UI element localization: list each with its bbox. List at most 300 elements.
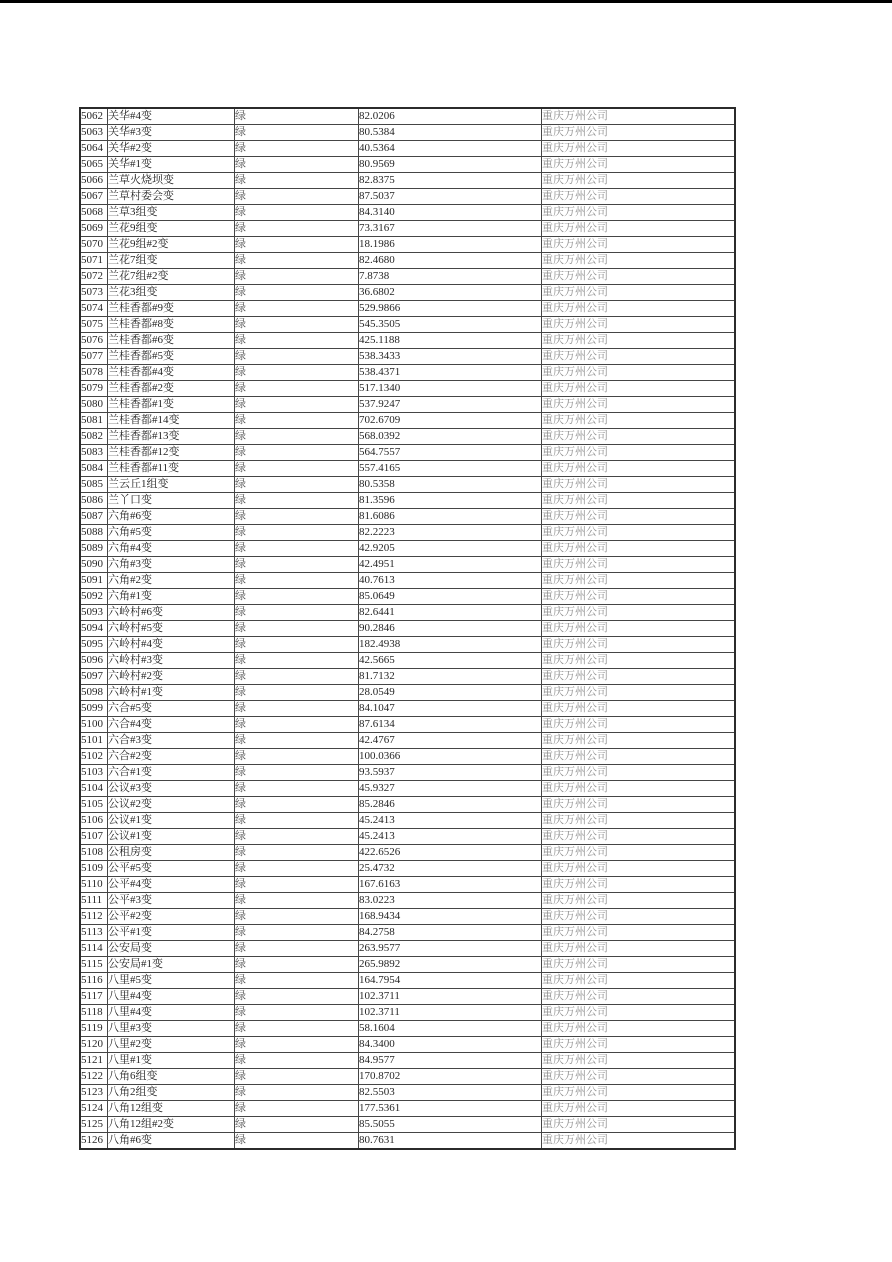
table-row [80,1053,735,1069]
cell-substation-name: 八里#1变 [108,1053,235,1069]
cell-value: 82.8375 [359,173,542,189]
table-row [80,653,735,669]
cell-company: 重庆万州公司 [542,525,736,541]
cell-company: 重庆万州公司 [542,1117,736,1133]
cell-value: 82.6441 [359,605,542,621]
cell-company: 重庆万州公司 [542,1021,736,1037]
cell-row-id: 5106 [80,813,108,829]
table-row [80,685,735,701]
cell-value: 42.9205 [359,541,542,557]
cell-value: 40.5364 [359,141,542,157]
cell-row-id: 5079 [80,381,108,397]
cell-substation-name: 六合#2变 [108,749,235,765]
cell-status: 绿 [235,797,359,813]
cell-company: 重庆万州公司 [542,1005,736,1021]
cell-value: 81.7132 [359,669,542,685]
table-row [80,333,735,349]
cell-substation-name: 六合#4变 [108,717,235,733]
cell-row-id: 5086 [80,493,108,509]
cell-status: 绿 [235,493,359,509]
cell-company: 重庆万州公司 [542,781,736,797]
cell-value: 170.8702 [359,1069,542,1085]
cell-company: 重庆万州公司 [542,957,736,973]
table-row [80,941,735,957]
cell-status: 绿 [235,541,359,557]
cell-row-id: 5083 [80,445,108,461]
cell-status: 绿 [235,1005,359,1021]
table-row [80,397,735,413]
table-row [80,317,735,333]
cell-substation-name: 公议#3变 [108,781,235,797]
cell-row-id: 5119 [80,1021,108,1037]
table-row [80,509,735,525]
cell-value: 100.0366 [359,749,542,765]
cell-status: 绿 [235,221,359,237]
cell-substation-name: 兰桂香都#13变 [108,429,235,445]
cell-status: 绿 [235,173,359,189]
cell-substation-name: 关华#2变 [108,141,235,157]
cell-company: 重庆万州公司 [542,141,736,157]
cell-company: 重庆万州公司 [542,765,736,781]
cell-status: 绿 [235,669,359,685]
cell-status: 绿 [235,685,359,701]
table-row [80,797,735,813]
cell-row-id: 5103 [80,765,108,781]
cell-substation-name: 六角#1变 [108,589,235,605]
cell-row-id: 5108 [80,845,108,861]
table-row [80,413,735,429]
cell-value: 102.3711 [359,989,542,1005]
cell-status: 绿 [235,861,359,877]
cell-company: 重庆万州公司 [542,1069,736,1085]
cell-status: 绿 [235,317,359,333]
cell-substation-name: 兰桂香都#11变 [108,461,235,477]
cell-substation-name: 六岭村#5变 [108,621,235,637]
cell-substation-name: 公平#4变 [108,877,235,893]
cell-value: 422.6526 [359,845,542,861]
cell-substation-name: 八里#3变 [108,1021,235,1037]
table-row [80,765,735,781]
cell-company: 重庆万州公司 [542,1133,736,1150]
table-row [80,909,735,925]
table-row [80,717,735,733]
cell-status: 绿 [235,333,359,349]
table-row [80,461,735,477]
cell-row-id: 5102 [80,749,108,765]
cell-value: 84.3400 [359,1037,542,1053]
cell-company: 重庆万州公司 [542,1085,736,1101]
cell-value: 80.5358 [359,477,542,493]
cell-substation-name: 关华#3变 [108,125,235,141]
cell-status: 绿 [235,653,359,669]
table-row [80,701,735,717]
table-row [80,189,735,205]
page-top-rule [0,0,892,3]
cell-status: 绿 [235,509,359,525]
table-row [80,541,735,557]
cell-substation-name: 兰花7组#2变 [108,269,235,285]
cell-row-id: 5088 [80,525,108,541]
cell-row-id: 5078 [80,365,108,381]
cell-substation-name: 兰花3组变 [108,285,235,301]
cell-substation-name: 六岭村#4变 [108,637,235,653]
table-row [80,157,735,173]
cell-row-id: 5094 [80,621,108,637]
cell-status: 绿 [235,477,359,493]
cell-status: 绿 [235,1021,359,1037]
cell-substation-name: 六角#6变 [108,509,235,525]
cell-row-id: 5114 [80,941,108,957]
cell-substation-name: 八里#5变 [108,973,235,989]
cell-status: 绿 [235,925,359,941]
cell-value: 164.7954 [359,973,542,989]
cell-company: 重庆万州公司 [542,429,736,445]
cell-company: 重庆万州公司 [542,717,736,733]
cell-value: 36.6802 [359,285,542,301]
cell-value: 93.5937 [359,765,542,781]
cell-value: 87.5037 [359,189,542,205]
cell-substation-name: 兰花9组#2变 [108,237,235,253]
cell-value: 82.4680 [359,253,542,269]
cell-value: 568.0392 [359,429,542,445]
cell-status: 绿 [235,461,359,477]
cell-substation-name: 八里#4变 [108,1005,235,1021]
cell-substation-name: 六合#5变 [108,701,235,717]
cell-company: 重庆万州公司 [542,893,736,909]
cell-row-id: 5089 [80,541,108,557]
table-row [80,957,735,973]
cell-company: 重庆万州公司 [542,205,736,221]
cell-substation-name: 八角#6变 [108,1133,235,1150]
table-row [80,1005,735,1021]
table-row [80,477,735,493]
cell-value: 84.1047 [359,701,542,717]
cell-value: 90.2846 [359,621,542,637]
cell-company: 重庆万州公司 [542,301,736,317]
cell-substation-name: 公议#1变 [108,813,235,829]
cell-value: 182.4938 [359,637,542,653]
cell-substation-name: 公平#5变 [108,861,235,877]
cell-row-id: 5081 [80,413,108,429]
cell-status: 绿 [235,973,359,989]
table-row [80,429,735,445]
cell-value: 538.3433 [359,349,542,365]
cell-value: 177.5361 [359,1101,542,1117]
cell-status: 绿 [235,621,359,637]
cell-company: 重庆万州公司 [542,461,736,477]
cell-company: 重庆万州公司 [542,1037,736,1053]
table-row [80,125,735,141]
cell-status: 绿 [235,957,359,973]
cell-substation-name: 兰桂香都#8变 [108,317,235,333]
cell-value: 7.8738 [359,269,542,285]
table-row [80,1069,735,1085]
cell-substation-name: 六角#2变 [108,573,235,589]
cell-substation-name: 八里#4变 [108,989,235,1005]
cell-status: 绿 [235,1085,359,1101]
cell-substation-name: 兰云丘1组变 [108,477,235,493]
table-row [80,445,735,461]
cell-status: 绿 [235,1037,359,1053]
cell-status: 绿 [235,413,359,429]
cell-row-id: 5069 [80,221,108,237]
table-row [80,1021,735,1037]
table-row [80,605,735,621]
cell-row-id: 5077 [80,349,108,365]
cell-company: 重庆万州公司 [542,1053,736,1069]
table-row [80,669,735,685]
cell-company: 重庆万州公司 [542,189,736,205]
cell-status: 绿 [235,573,359,589]
cell-company: 重庆万州公司 [542,541,736,557]
cell-value: 102.3711 [359,1005,542,1021]
cell-row-id: 5067 [80,189,108,205]
table-row [80,829,735,845]
table-row [80,781,735,797]
cell-value: 537.9247 [359,397,542,413]
cell-status: 绿 [235,301,359,317]
substation-table [79,107,736,1150]
table-row [80,589,735,605]
cell-status: 绿 [235,365,359,381]
table-row [80,365,735,381]
cell-row-id: 5112 [80,909,108,925]
cell-status: 绿 [235,813,359,829]
cell-value: 545.3505 [359,317,542,333]
cell-company: 重庆万州公司 [542,589,736,605]
cell-company: 重庆万州公司 [542,557,736,573]
cell-company: 重庆万州公司 [542,829,736,845]
cell-company: 重庆万州公司 [542,477,736,493]
cell-substation-name: 公议#1变 [108,829,235,845]
table-row [80,877,735,893]
cell-row-id: 5095 [80,637,108,653]
cell-company: 重庆万州公司 [542,125,736,141]
table-row [80,621,735,637]
cell-value: 28.0549 [359,685,542,701]
table-row [80,269,735,285]
cell-value: 25.4732 [359,861,542,877]
cell-row-id: 5115 [80,957,108,973]
table-row [80,973,735,989]
cell-substation-name: 兰桂香都#2变 [108,381,235,397]
cell-substation-name: 六岭村#6变 [108,605,235,621]
cell-substation-name: 公平#3变 [108,893,235,909]
cell-substation-name: 兰草火烧坝变 [108,173,235,189]
cell-row-id: 5124 [80,1101,108,1117]
cell-value: 18.1986 [359,237,542,253]
cell-row-id: 5111 [80,893,108,909]
cell-row-id: 5125 [80,1117,108,1133]
cell-company: 重庆万州公司 [542,413,736,429]
cell-row-id: 5122 [80,1069,108,1085]
cell-company: 重庆万州公司 [542,973,736,989]
cell-company: 重庆万州公司 [542,108,736,125]
cell-value: 85.5055 [359,1117,542,1133]
cell-row-id: 5090 [80,557,108,573]
cell-row-id: 5123 [80,1085,108,1101]
cell-row-id: 5116 [80,973,108,989]
cell-company: 重庆万州公司 [542,733,736,749]
cell-status: 绿 [235,157,359,173]
cell-row-id: 5110 [80,877,108,893]
cell-row-id: 5107 [80,829,108,845]
cell-row-id: 5064 [80,141,108,157]
cell-value: 529.9866 [359,301,542,317]
cell-company: 重庆万州公司 [542,381,736,397]
table-row [80,845,735,861]
cell-value: 58.1604 [359,1021,542,1037]
cell-status: 绿 [235,605,359,621]
cell-company: 重庆万州公司 [542,221,736,237]
table-row [80,108,735,125]
cell-substation-name: 兰桂香都#14变 [108,413,235,429]
cell-value: 84.9577 [359,1053,542,1069]
cell-value: 40.7613 [359,573,542,589]
table-row [80,893,735,909]
cell-value: 80.5384 [359,125,542,141]
cell-value: 45.2413 [359,813,542,829]
cell-status: 绿 [235,381,359,397]
cell-substation-name: 六角#4变 [108,541,235,557]
table-row [80,493,735,509]
cell-company: 重庆万州公司 [542,493,736,509]
cell-company: 重庆万州公司 [542,877,736,893]
cell-status: 绿 [235,765,359,781]
table-row [80,349,735,365]
cell-row-id: 5104 [80,781,108,797]
table-body [80,108,735,1149]
table-row [80,205,735,221]
cell-company: 重庆万州公司 [542,653,736,669]
cell-substation-name: 六岭村#2变 [108,669,235,685]
cell-status: 绿 [235,525,359,541]
cell-status: 绿 [235,397,359,413]
cell-value: 73.3167 [359,221,542,237]
cell-value: 557.4165 [359,461,542,477]
cell-company: 重庆万州公司 [542,269,736,285]
cell-company: 重庆万州公司 [542,861,736,877]
cell-substation-name: 兰花9组变 [108,221,235,237]
cell-company: 重庆万州公司 [542,797,736,813]
cell-status: 绿 [235,589,359,605]
cell-value: 265.9892 [359,957,542,973]
cell-company: 重庆万州公司 [542,285,736,301]
cell-row-id: 5118 [80,1005,108,1021]
cell-row-id: 5120 [80,1037,108,1053]
table-row [80,861,735,877]
cell-value: 81.6086 [359,509,542,525]
cell-value: 85.0649 [359,589,542,605]
cell-row-id: 5066 [80,173,108,189]
cell-substation-name: 八角12组变 [108,1101,235,1117]
cell-row-id: 5101 [80,733,108,749]
cell-status: 绿 [235,125,359,141]
cell-status: 绿 [235,717,359,733]
cell-value: 85.2846 [359,797,542,813]
cell-company: 重庆万州公司 [542,317,736,333]
cell-substation-name: 兰丫口变 [108,493,235,509]
cell-value: 538.4371 [359,365,542,381]
cell-status: 绿 [235,781,359,797]
cell-status: 绿 [235,893,359,909]
cell-value: 84.2758 [359,925,542,941]
cell-status: 绿 [235,237,359,253]
cell-value: 517.1340 [359,381,542,397]
cell-status: 绿 [235,189,359,205]
cell-status: 绿 [235,749,359,765]
cell-substation-name: 六岭村#1变 [108,685,235,701]
cell-status: 绿 [235,829,359,845]
cell-substation-name: 八角6组变 [108,1069,235,1085]
table-row [80,637,735,653]
cell-substation-name: 公平#1变 [108,925,235,941]
cell-substation-name: 八角12组#2变 [108,1117,235,1133]
table-row [80,1037,735,1053]
cell-substation-name: 公安局变 [108,941,235,957]
cell-company: 重庆万州公司 [542,621,736,637]
cell-company: 重庆万州公司 [542,573,736,589]
cell-substation-name: 公安局#1变 [108,957,235,973]
table-row [80,557,735,573]
cell-row-id: 5076 [80,333,108,349]
cell-status: 绿 [235,1117,359,1133]
cell-substation-name: 六岭村#3变 [108,653,235,669]
cell-status: 绿 [235,285,359,301]
cell-status: 绿 [235,445,359,461]
cell-substation-name: 关华#1变 [108,157,235,173]
cell-value: 42.5665 [359,653,542,669]
cell-substation-name: 兰草村委会变 [108,189,235,205]
cell-substation-name: 公议#2变 [108,797,235,813]
cell-substation-name: 兰桂香都#9变 [108,301,235,317]
cell-company: 重庆万州公司 [542,509,736,525]
cell-status: 绿 [235,637,359,653]
cell-value: 81.3596 [359,493,542,509]
cell-status: 绿 [235,253,359,269]
cell-row-id: 5105 [80,797,108,813]
cell-company: 重庆万州公司 [542,445,736,461]
table-row [80,301,735,317]
cell-value: 82.5503 [359,1085,542,1101]
cell-status: 绿 [235,269,359,285]
cell-substation-name: 六角#3变 [108,557,235,573]
table-row [80,573,735,589]
cell-value: 84.3140 [359,205,542,221]
cell-value: 82.2223 [359,525,542,541]
cell-status: 绿 [235,429,359,445]
cell-value: 82.0206 [359,108,542,125]
cell-company: 重庆万州公司 [542,813,736,829]
cell-status: 绿 [235,108,359,125]
cell-substation-name: 兰桂香都#1变 [108,397,235,413]
cell-company: 重庆万州公司 [542,173,736,189]
table-row [80,925,735,941]
cell-status: 绿 [235,989,359,1005]
cell-row-id: 5063 [80,125,108,141]
table-row [80,1101,735,1117]
cell-row-id: 5113 [80,925,108,941]
cell-status: 绿 [235,845,359,861]
cell-substation-name: 兰桂香都#12变 [108,445,235,461]
cell-substation-name: 六角#5变 [108,525,235,541]
cell-row-id: 5092 [80,589,108,605]
cell-substation-name: 公租房变 [108,845,235,861]
cell-substation-name: 八里#2变 [108,1037,235,1053]
table-row [80,381,735,397]
cell-substation-name: 兰花7组变 [108,253,235,269]
cell-row-id: 5087 [80,509,108,525]
